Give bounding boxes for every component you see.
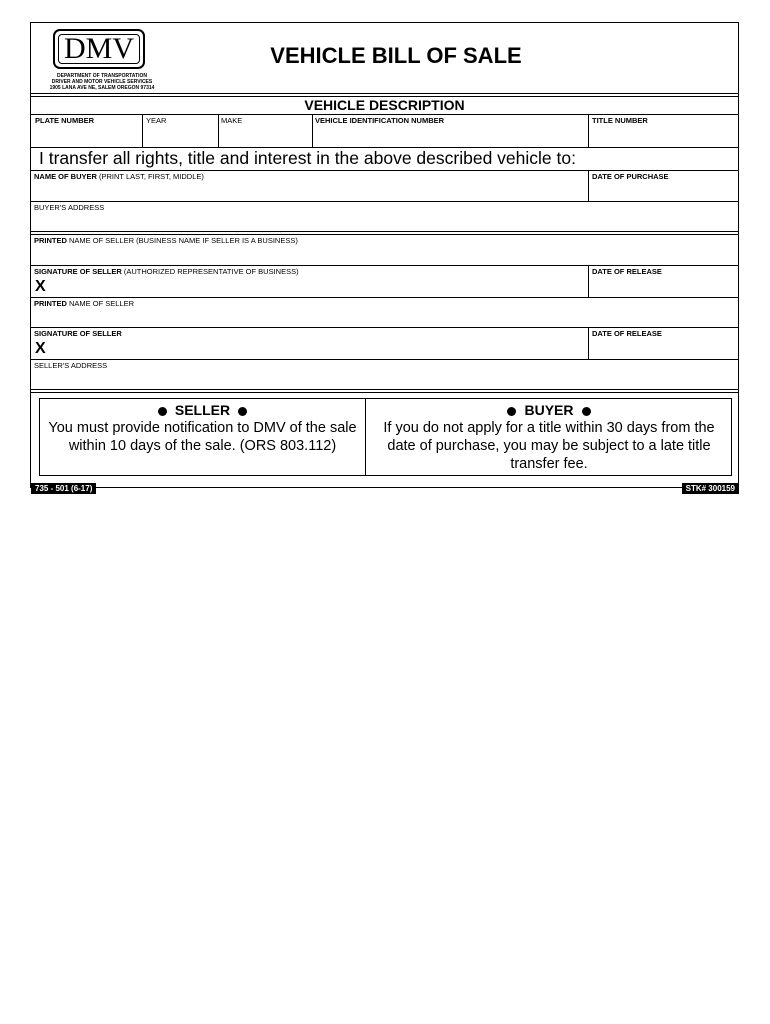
- date-of-release-1-label: DATE OF RELEASE: [592, 267, 662, 276]
- buyer-notice: [366, 399, 732, 475]
- bullet-icon: [507, 407, 516, 416]
- year-field[interactable]: [142, 114, 218, 147]
- plate-number-field[interactable]: [31, 114, 142, 147]
- buyer-notice-text: If you do not apply for a title within 30 days from the date of purchase, you may be subject to a late title transfer fee.: [383, 420, 715, 472]
- seller-signature-2-field[interactable]: [31, 327, 588, 359]
- seller-notice: [40, 399, 365, 475]
- buyer-name-field[interactable]: [31, 170, 588, 201]
- seller-signature-2-label: SIGNATURE OF SELLER: [34, 329, 122, 338]
- buyer-name-label-rest: (PRINT LAST, FIRST, MIDDLE): [96, 172, 204, 181]
- printed-seller-business-field[interactable]: [31, 234, 738, 265]
- date-of-purchase-field[interactable]: [588, 170, 738, 201]
- dept-line-3: 1905 LANA AVE NE, SALEM OREGON 97314: [49, 85, 155, 91]
- form-number-tag: 735 - 501 (6-17): [31, 483, 96, 494]
- sig-label-bold: SIGNATURE OF SELLER: [34, 267, 122, 276]
- year-label: YEAR: [146, 116, 167, 125]
- date-of-release-2-field[interactable]: [588, 327, 738, 359]
- seller-signature-1-label: [34, 267, 299, 276]
- printed-label-rest: NAME OF SELLER (BUSINESS NAME IF SELLER IS A BUSINESS): [66, 236, 298, 245]
- seller-notice-text: You must provide notification to DMV of the sale within 10 days of the sale. (ORS 803.112): [48, 420, 357, 454]
- date-of-release-2-label: DATE OF RELEASE: [592, 329, 662, 338]
- printed-seller-field[interactable]: [31, 297, 738, 327]
- seller-address-label: SELLER'S ADDRESS: [34, 361, 108, 370]
- seller-address-field[interactable]: [31, 359, 738, 389]
- bullet-icon: [238, 407, 247, 416]
- vehicle-description-heading: VEHICLE DESCRIPTION: [304, 97, 465, 113]
- sig-label-rest: (AUTHORIZED REPRESENTATIVE OF BUSINESS): [121, 267, 299, 276]
- transfer-statement: I transfer all rights, title and interest in the above described vehicle to:: [39, 148, 576, 168]
- page-title: VEHICLE BILL OF SALE: [270, 43, 522, 68]
- buyer-name-label: [34, 172, 204, 181]
- seller-heading-text: SELLER: [174, 402, 231, 418]
- signature-x-mark: X: [35, 340, 46, 357]
- printed-seller-label: [34, 299, 134, 308]
- printed2-label-bold: PRINTED: [34, 299, 67, 308]
- divider: [31, 392, 738, 393]
- printed-label-bold: PRINTED: [34, 236, 67, 245]
- bullet-icon: [582, 407, 591, 416]
- divider: [31, 93, 738, 94]
- buyer-heading-text: BUYER: [524, 402, 574, 418]
- vin-label: VEHICLE IDENTIFICATION NUMBER: [315, 116, 445, 125]
- vin-field[interactable]: [312, 114, 588, 147]
- dept-line-2: DRIVER AND MOTOR VEHICLE SERVICES: [51, 79, 153, 85]
- date-of-release-1-field[interactable]: [588, 265, 738, 297]
- plate-number-label: PLATE NUMBER: [35, 116, 95, 125]
- divider: [31, 389, 738, 390]
- seller-notice-heading: [40, 402, 365, 418]
- signature-x-mark: X: [35, 278, 46, 295]
- printed-seller-business-label: [34, 236, 298, 245]
- bill-of-sale-form: [30, 22, 739, 488]
- make-field[interactable]: [218, 114, 312, 147]
- dmv-logo: [53, 29, 145, 69]
- dmv-logo-text: DMV: [63, 32, 134, 65]
- printed2-label-rest: NAME OF SELLER: [66, 299, 135, 308]
- buyer-address-field[interactable]: [31, 201, 738, 231]
- divider: [31, 231, 738, 232]
- make-label: MAKE: [221, 116, 243, 125]
- title-number-label: TITLE NUMBER: [592, 116, 648, 125]
- buyer-notice-heading: [366, 402, 732, 418]
- buyer-name-label-bold: NAME OF BUYER: [34, 172, 97, 181]
- notice-box: [39, 398, 732, 476]
- buyer-address-label: BUYER'S ADDRESS: [34, 203, 105, 212]
- stock-number-tag: STK# 300159: [682, 483, 739, 494]
- title-number-field[interactable]: [588, 114, 738, 147]
- dept-line-1: DEPARTMENT OF TRANSPORTATION: [57, 73, 147, 79]
- bullet-icon: [158, 407, 167, 416]
- seller-signature-1-field[interactable]: [31, 265, 588, 297]
- date-of-purchase-label: DATE OF PURCHASE: [592, 172, 669, 181]
